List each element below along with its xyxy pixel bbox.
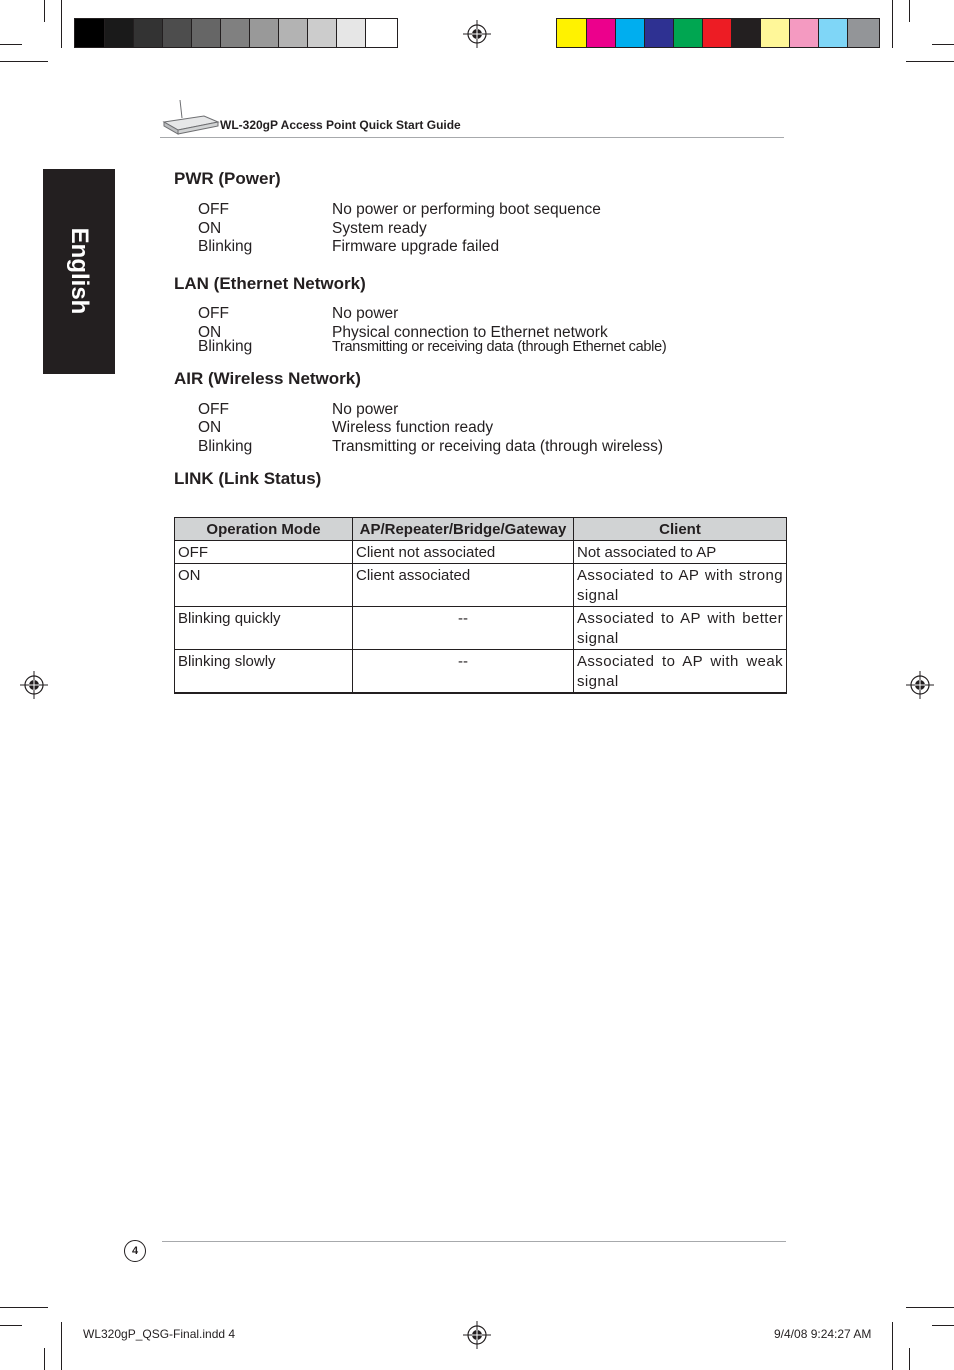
- footer-divider: [162, 1241, 786, 1242]
- lan-term: Blinking: [198, 338, 253, 355]
- router-icon: [160, 98, 220, 136]
- crop-mark: [909, 1348, 910, 1370]
- column-header: Client: [574, 518, 787, 541]
- grayscale-calibration-bar: [74, 18, 398, 48]
- air-desc: Wireless function ready: [332, 419, 494, 436]
- table-cell: Blinking slowly: [175, 650, 353, 694]
- crop-mark: [44, 0, 45, 22]
- lan-desc: No power: [332, 305, 399, 322]
- crop-mark: [909, 0, 910, 22]
- registration-mark-icon: [463, 20, 491, 48]
- crop-mark: [0, 1325, 22, 1326]
- gray-swatch: [337, 19, 366, 47]
- color-calibration-bar: [556, 18, 880, 48]
- crop-mark: [932, 44, 954, 45]
- gray-swatch: [105, 19, 134, 47]
- air-term: Blinking: [198, 438, 253, 455]
- pwr-term: ON: [198, 220, 222, 237]
- table-cell: Client associated: [353, 564, 574, 607]
- section-title-air: AIR (Wireless Network): [174, 369, 361, 388]
- crop-mark: [0, 61, 48, 62]
- column-header: Operation Mode: [175, 518, 353, 541]
- gray-swatch: [221, 19, 250, 47]
- crop-mark: [0, 44, 22, 45]
- crop-mark: [906, 61, 954, 62]
- gray-swatch: [279, 19, 308, 47]
- table-header-row: [175, 518, 787, 541]
- lan-desc: Physical connection to Ethernet network: [332, 324, 608, 341]
- language-tab-label: English: [66, 227, 93, 315]
- table-row: [175, 541, 787, 564]
- registration-mark-icon: [906, 671, 934, 699]
- link-status-table: [174, 517, 787, 694]
- page-number: 4: [124, 1240, 146, 1262]
- table-cell: Associated to AP with better signal: [574, 607, 787, 650]
- air-desc: Transmitting or receiving data (through wireless): [332, 438, 664, 455]
- section-title-pwr: PWR (Power): [174, 169, 281, 188]
- table-row: [175, 564, 787, 607]
- air-desc: No power: [332, 401, 399, 418]
- color-swatch: [790, 19, 819, 47]
- column-header: AP/Repeater/Bridge/Gateway: [353, 518, 574, 541]
- crop-mark: [892, 0, 893, 48]
- table-cell: Blinking quickly: [175, 607, 353, 650]
- gray-swatch: [75, 19, 105, 47]
- header-title: WL-320gP Access Point Quick Start Guide: [220, 118, 461, 132]
- color-swatch: [732, 19, 761, 47]
- gray-swatch: [250, 19, 279, 47]
- crop-mark: [932, 1325, 954, 1326]
- table-cell: ON: [175, 564, 353, 607]
- table-cell: --: [353, 650, 574, 694]
- gray-swatch: [134, 19, 163, 47]
- pwr-term: OFF: [198, 201, 229, 218]
- air-term: OFF: [198, 401, 229, 418]
- crop-mark: [906, 1307, 954, 1308]
- lan-term: ON: [198, 324, 222, 341]
- gray-swatch: [192, 19, 221, 47]
- air-term: ON: [198, 419, 222, 436]
- crop-mark: [61, 1322, 62, 1370]
- table-cell: Client not associated: [353, 541, 574, 564]
- pwr-desc: Firmware upgrade failed: [332, 238, 500, 255]
- color-swatch: [819, 19, 848, 47]
- pwr-desc: No power or performing boot sequence: [332, 201, 601, 218]
- color-swatch: [616, 19, 645, 47]
- table-cell: OFF: [175, 541, 353, 564]
- table-cell: Associated to AP with weak signal: [574, 650, 787, 694]
- color-swatch: [557, 19, 587, 47]
- table-row: [175, 607, 787, 650]
- gray-swatch: [366, 19, 397, 47]
- color-swatch: [761, 19, 790, 47]
- gray-swatch: [163, 19, 192, 47]
- crop-mark: [61, 0, 62, 48]
- pwr-desc: System ready: [332, 220, 427, 237]
- lan-desc: Transmitting or receiving data (through Ethernet cable): [332, 339, 667, 355]
- color-swatch: [645, 19, 674, 47]
- section-title-lan: LAN (Ethernet Network): [174, 274, 366, 293]
- color-swatch: [674, 19, 703, 47]
- pwr-term: Blinking: [198, 238, 253, 255]
- timestamp-slug: 9/4/08 9:24:27 AM: [774, 1327, 872, 1341]
- lan-term: OFF: [198, 305, 229, 322]
- crop-mark: [44, 1348, 45, 1370]
- table-cell: Associated to AP with strong signal: [574, 564, 787, 607]
- color-swatch: [587, 19, 616, 47]
- table-cell: --: [353, 607, 574, 650]
- color-swatch: [848, 19, 879, 47]
- header-divider: [160, 137, 784, 138]
- table-row: [175, 650, 787, 694]
- table-cell: Not associated to AP: [574, 541, 787, 564]
- section-title-link: LINK (Link Status): [174, 469, 322, 488]
- registration-mark-icon: [463, 1321, 491, 1349]
- crop-mark: [892, 1322, 893, 1370]
- registration-mark-icon: [20, 671, 48, 699]
- gray-swatch: [308, 19, 337, 47]
- file-slug: WL320gP_QSG-Final.indd 4: [83, 1327, 236, 1341]
- color-swatch: [703, 19, 732, 47]
- crop-mark: [0, 1307, 48, 1308]
